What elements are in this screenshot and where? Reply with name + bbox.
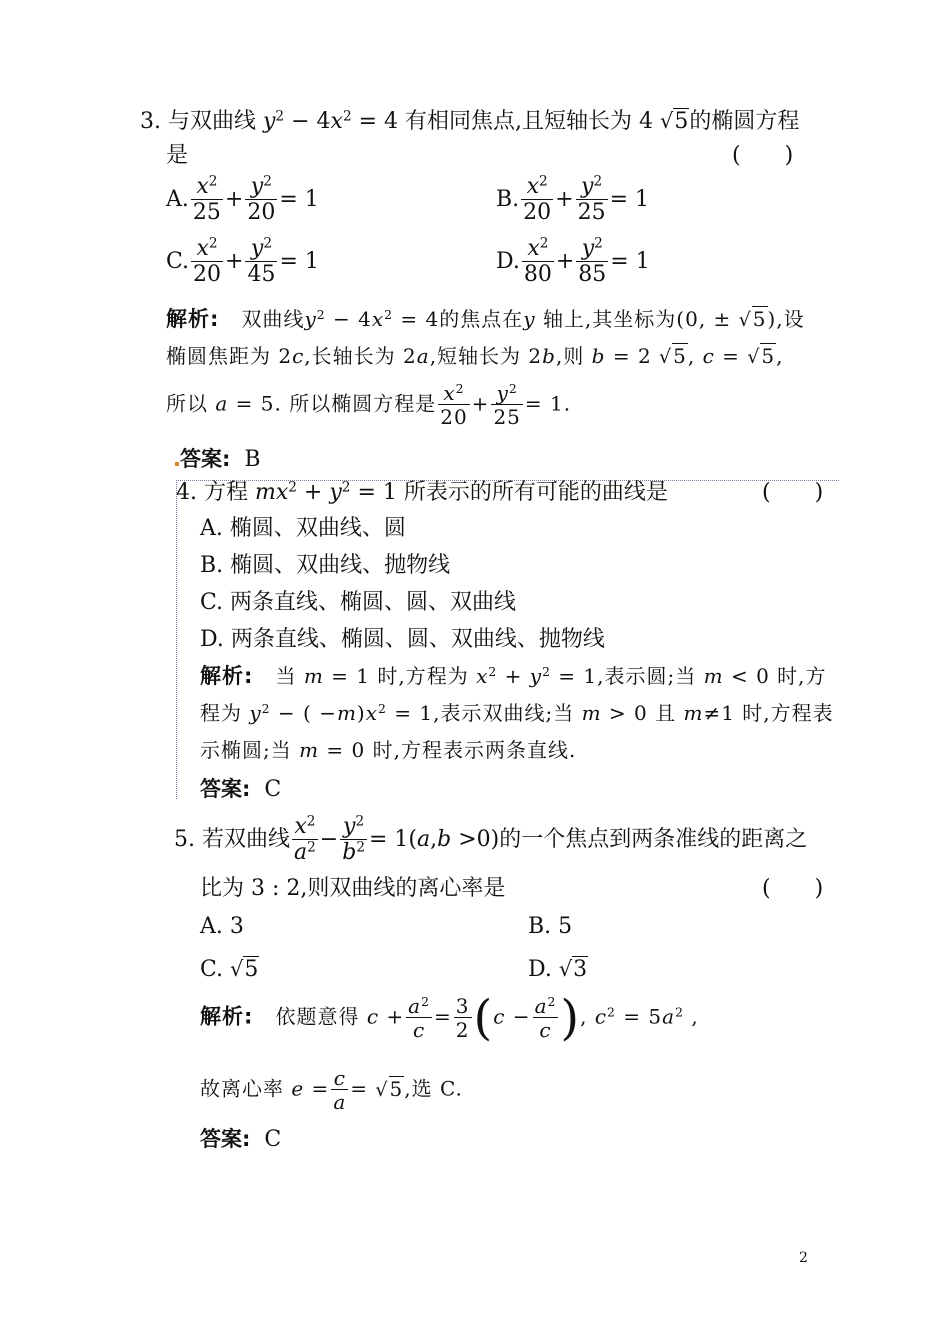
q3-option-b-label: B. (496, 187, 520, 212)
q5-answer (200, 1124, 281, 1155)
q5-option-d: D. √3 (528, 957, 588, 982)
q3-option-a-label: A. (166, 187, 189, 212)
q4-answer-value: C (264, 777, 282, 802)
q4-analysis-line3: 示椭圆;当 m = 0 时,方程表示两条直线. (200, 738, 577, 762)
q4-analysis-text: ,表示圆;当 (597, 664, 697, 688)
q4-stem-a: 4. 方程 (176, 480, 255, 505)
q3-stem-a: 3. 与双曲线 (140, 109, 263, 134)
q3-analysis-text: 双曲线 (241, 307, 305, 331)
q3-analysis-text: 轴上,其坐标为(0, ± (542, 307, 739, 331)
q5-answer-label: 答案: (200, 1127, 251, 1151)
q3-stem-c: 的椭圆方程 (689, 109, 800, 134)
q5-option-c-label: C. (200, 957, 224, 982)
q5-analysis-line1: 解析: 依题意得 c + $\frac{a^2}{c}$ = $\frac{3}{2}$ (c − $\frac{a^2}{c}$ ), $c^2 = 5a^2$ , (200, 990, 699, 1046)
q5-analysis-label: 解析: (200, 1004, 254, 1029)
q4-analysis-text: 程为 (200, 701, 242, 725)
q5-answer-value: C (264, 1127, 282, 1152)
q4-stem-b: 所表示的所有可能的曲线是 (396, 480, 668, 505)
q5-analysis-text: 故离心率 (200, 1076, 284, 1101)
q5-stem-a: 5. 若双曲线 (174, 827, 290, 852)
q3-option-a: A. $\frac{x^2}{25}$ + $\frac{y^2}{20}$ = 1 (166, 173, 319, 225)
q3-analysis-line3: 所以 a = 5. 所以椭圆方程是 $\frac{x^2}{20}$ + $\frac{y^2}{25}$ = 1. (166, 381, 572, 429)
q3-analysis-text: 所以 (166, 391, 208, 416)
q3-option-c: C. $\frac{x^2}{20}$ + $\frac{y^2}{45}$ = 1 (166, 235, 319, 287)
q5-blank: ( ) (762, 876, 824, 901)
q3-stem-line2: 是 (166, 143, 189, 168)
q3-stem: 3. 与双曲线 $y^2 - 4x^2 = 4$ 有相同焦点,且短轴长为 4 √5的椭圆方程 (140, 108, 800, 134)
q5-analysis-line2: 故离心率 e = $\frac{c}{a}$ = √5,选 C. (200, 1066, 463, 1114)
q4-analysis-text: 当 (275, 664, 297, 688)
q5-stem-b: 的一个焦点到两条准线的距离之 (499, 827, 808, 852)
q3-analysis-text: . 所以椭圆方程是 (274, 391, 437, 416)
q3-option-d: D. $\frac{x^2}{80}$ + $\frac{y^2}{85}$ = 1 (496, 235, 650, 287)
q3-analysis-text: 的焦点在 (439, 307, 524, 331)
q3-answer (180, 444, 261, 475)
q3-option-d-label: D. (496, 249, 520, 274)
q5-option-b: B. 5 (528, 914, 573, 939)
q3-analysis-text: ),设 (767, 307, 805, 331)
q3-answer-value: B (244, 447, 261, 472)
q5-option-d-label: D. (528, 957, 552, 982)
q3-analysis-line2: 椭圆焦距为 2c,长轴长为 2a,短轴长为 2b,则 b = 2 √5, c = √5, (166, 344, 784, 368)
q4-analysis-line1: 解析: 当 m = 1 时,方程为 $x^2 + y^2 = 1$,表示圆;当 m < 0 时,方 (200, 664, 827, 688)
q3-analysis-text: ,长轴长为 2 (304, 344, 417, 368)
q4-analysis-text: 时,方 (777, 664, 827, 688)
q3-analysis-line1: 解析: 双曲线$y^2 - 4x^2 = 4$的焦点在y 轴上,其坐标为(0, ± √5),设 (166, 307, 805, 331)
q5-option-c: C. √5 (200, 957, 259, 982)
q3-option-c-label: C. (166, 249, 190, 274)
q4-analysis-text: 且 (655, 701, 677, 725)
q5-option-a: A. 3 (200, 914, 244, 939)
q4-option-a: A. 椭圆、双曲线、圆 (200, 516, 406, 541)
q5-stem-line2: 比为 3 : 2,则双曲线的离心率是 (200, 876, 506, 901)
q4-answer-label: 答案: (200, 777, 251, 801)
q3-analysis-text: 椭圆焦距为 2 (166, 344, 293, 368)
q3-blank: ( ) (732, 143, 794, 168)
q4-option-c: C. 两条直线、椭圆、圆、双曲线 (200, 590, 517, 615)
q4-stem: 4. 方程 $mx^2 + y^2 = 1$ 所表示的所有可能的曲线是 (176, 479, 668, 505)
q4-analysis-line2: 程为 $y^2$ − ( $-m)x^2 = 1$,表示双曲线;当 m > 0 且 m≠1 时,方程表 (200, 701, 834, 725)
q4-analysis-text: 时,方程为 (377, 664, 469, 688)
page-number: 2 (799, 1250, 808, 1266)
q4-analysis-label: 解析: (200, 664, 254, 688)
q4-answer (200, 774, 281, 805)
q5-analysis-text: ,选 C. (404, 1076, 463, 1101)
q3-stem-b: 有相同焦点,且短轴长为 4 (398, 109, 661, 134)
q3-answer-label: 答案: (180, 447, 231, 471)
q3-analysis-label: 解析: (166, 307, 220, 331)
q3-option-b: B. $\frac{x^2}{20}$ + $\frac{y^2}{25}$ = 1 (496, 173, 650, 225)
selection-marker (175, 462, 179, 466)
q4-analysis-text: 时,方程表示两条直线. (372, 738, 577, 762)
q4-analysis-text: 示椭圆;当 (200, 738, 292, 762)
q4-analysis-text: 时,方程表 (742, 701, 834, 725)
q3-analysis-text: ,则 (555, 344, 585, 368)
q4-option-b: B. 椭圆、双曲线、抛物线 (200, 553, 451, 578)
q5-analysis-text: 依题意得 (275, 1004, 360, 1029)
q4-analysis-text: ,表示双曲线;当 (433, 701, 575, 725)
q3-analysis-text: ,短轴长为 2 (429, 344, 543, 368)
q4-blank: ( ) (762, 480, 824, 505)
q5-stem: 5. 若双曲线 $\frac{x^2}{a^2}$ − $\frac{y^2}{b^2}$ = 1(a,b >0)的一个焦点到两条准线的距离之 (174, 813, 808, 865)
q4-option-d: D. 两条直线、椭圆、圆、双曲线、抛物线 (200, 627, 605, 652)
